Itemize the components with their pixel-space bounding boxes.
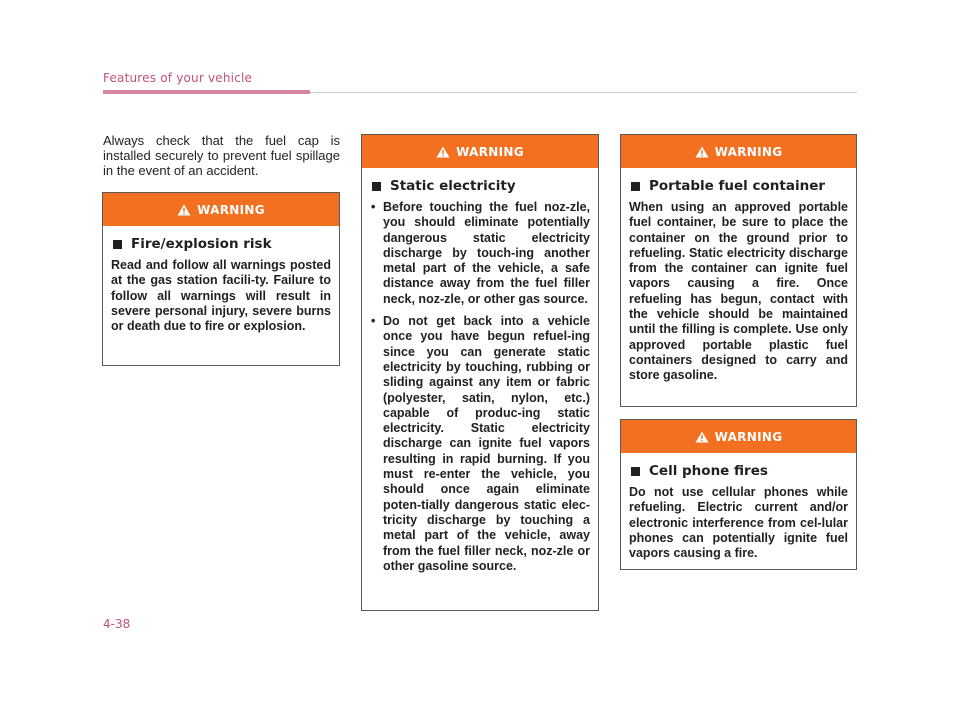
box-text: Read and follow all warnings posted at the gas station facili-ty. Failure to follow all warnings will result in severe personal injury, severe burns or death due to fire or explosion. [111, 258, 331, 334]
warning-header [621, 420, 856, 453]
warning-label: WARNING [456, 144, 524, 159]
warning-header [621, 135, 856, 168]
warning-header [362, 135, 598, 168]
box-title-text: Cell phone fires [649, 463, 768, 479]
warning-label: WARNING [714, 144, 783, 159]
list-item: • Do not get back into a vehicle once you have begun refuel-ing since you can generate static electricity by touching, rubbing or sliding against any item or fabric (polyester, satin, nylon, etc.) capable of produc-ing static electricity. Static electricity discharge can ignite fuel vapors resulting in rapid burning. If you must re-enter the vehicle, you should once again eliminate poten-tially dangerous static elec-tricity discharge by touching a metal part of the vehicle, away from the fuel filler neck, noz-zle or other gasoline source. [370, 314, 590, 574]
warning-box-portable [620, 134, 857, 407]
section-header-title: Features of your vehicle [103, 71, 253, 85]
intro-paragraph: Always check that the fuel cap is installed securely to prevent fuel spillage in the event of an accident. [103, 133, 340, 178]
warning-box-fire [102, 192, 340, 366]
warning-label: WARNING [714, 429, 783, 444]
warning-triangle-icon [177, 204, 191, 216]
square-bullet-icon [372, 182, 381, 191]
warning-triangle-icon [695, 146, 709, 158]
box-title-text: Portable fuel container [649, 178, 826, 194]
box-title-text: Fire/explosion risk [131, 236, 272, 252]
header-divider-line [310, 92, 857, 93]
warning-box-static [361, 134, 599, 611]
page-number: 4-38 [103, 617, 131, 631]
warning-header [103, 193, 339, 226]
square-bullet-icon [631, 467, 640, 476]
warning-triangle-icon [695, 431, 709, 443]
box-title [629, 178, 848, 194]
square-bullet-icon [631, 182, 640, 191]
warning-label: WARNING [197, 202, 265, 217]
list-item: • Before touching the fuel noz-zle, you should eliminate potentially dangerous static electricity discharge by touch-ing another metal part of the vehicle, a safe distance away from the fuel filler neck, noz-zle, or other gas source. [370, 200, 590, 307]
box-title-text: Static electricity [390, 178, 516, 194]
box-title [111, 236, 331, 252]
box-title [629, 463, 848, 479]
bullet-list [370, 200, 590, 574]
warning-box-phone [620, 419, 857, 570]
box-text: Do not use cellular phones while refueling. Electric current and/or electronic interference from cel-lular phones can potentially ignite fuel vapors causing a fire. [629, 485, 848, 561]
warning-triangle-icon [436, 146, 450, 158]
square-bullet-icon [113, 240, 122, 249]
box-text: When using an approved portable fuel container, be sure to place the container on the ground prior to refueling. Static electricity discharge from the container can ignite fuel vapors causing a fire. Once refueling has begun, contact with the vehicle should be maintained until the filling is complete. Use only approved portable plastic fuel containers designed to carry and store gasoline. [629, 200, 848, 383]
header-accent-rule [103, 90, 310, 94]
box-title [370, 178, 590, 194]
